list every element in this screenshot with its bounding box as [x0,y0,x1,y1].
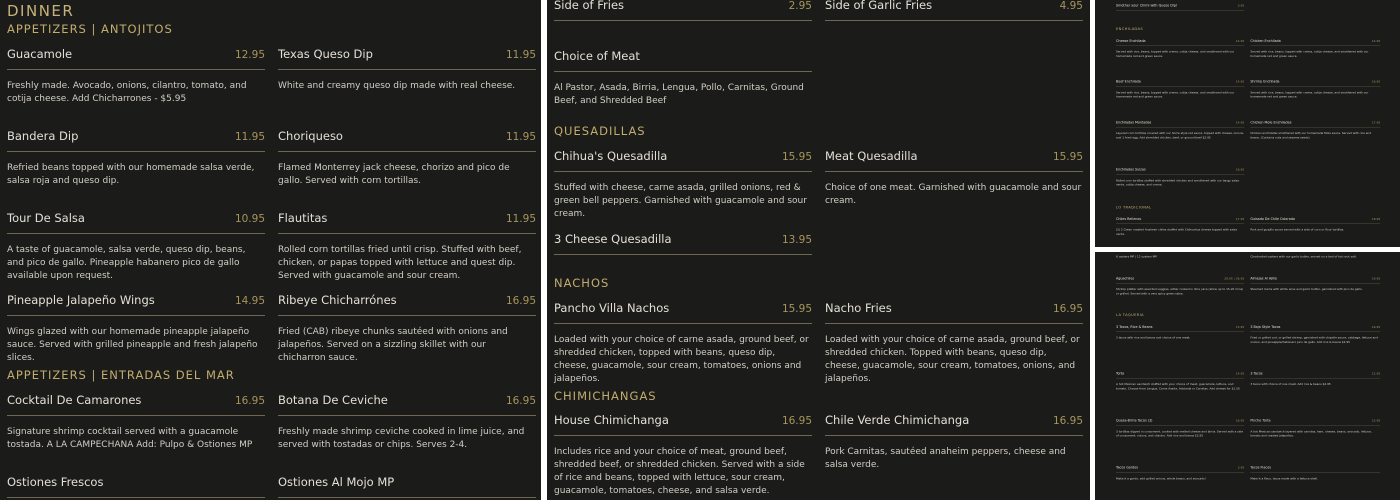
item-header [7,293,265,316]
item-header [1116,217,1244,224]
item-name: Chihua's Quesadilla [554,149,668,163]
item-header [825,0,1083,21]
item-description: A hot Mexican sandwich stuffed with your choice of meat, guacamole, lettuce, and tomato. Choose from Lengua, Carne Asada, Adobada or Carnitas. Add cheese for $1.50 [1115,382,1240,391]
item-price: 16.95 [505,395,536,407]
item-header [1250,325,1380,332]
menu-item-ostiones-frescos [7,475,265,498]
item-description: Loaded with your choice of carne asada, ground beef, or shredded chicken, topped with beans, queso dip, cheese, guacamole, sour cream, tomatoes, onions and jalapeños. [554,335,809,384]
item-header [1250,121,1380,128]
note-text: 6 oysters MP | 12 oysters MP [1115,255,1157,259]
item-header [1250,80,1380,87]
item-description: 3 tortillas dipped in consommé, cooked with melted cheese and birria. Served with a side of consommé, onions, and cilantro. Add rice and beans $2.95 [1115,429,1244,438]
item-description: Stuffed with cheese, carne asada, grilled onions, red & green bell peppers. Garnished with guacamole and sour cream. [554,183,807,219]
item-name: Quesa-Birria Tacos (3) [1115,418,1153,423]
menu-item-chiles-rellenos [1116,217,1244,236]
item-header [278,211,536,234]
section-heading: APPETIZERS | ANTOJITOS [7,22,173,36]
item-price: 4.95 [1059,0,1083,12]
item-name: Beef Enchilada [1115,79,1141,84]
item-name: Meat Quesadilla [825,149,918,163]
item-description: Fried (CAB) ribeye chunks sautéed with onions and jalapeños. Served on a sizzling skillet with our chicharron sauce. [278,327,508,363]
item-description: A taste of guacamole, salsa verde, queso dip, beans, and pico de gallo. Pineapple habanero pico de gallo available upon request. [7,245,246,281]
item-name: 3 Tacos, Rice & Beans [1115,325,1153,329]
item-description: 3 tacos with rice and beans and choice of one meat. [1115,336,1191,340]
item-price: 19.95 [1371,276,1381,281]
item-description: Choice of one meat. Garnished with guacamole and sour cream. [825,183,1082,206]
item-name: Guisado De Chile Colorado [1250,217,1295,221]
item-price: 17.95 [1235,217,1245,221]
item-price: 12.95 [234,49,265,61]
item-header [554,232,812,255]
menu-item-guacamole [7,47,265,106]
menu-item-3-tacos-rice-beans [1116,325,1244,340]
item-header [1116,277,1244,284]
item-name: House Chimichanga [554,413,669,427]
item-description: Steamed clams with white wine and garlic butter, garnished with pico de gallo. [1250,287,1363,291]
item-name: Almejas Al Ajillo [1250,276,1277,281]
menu-item-ribeye-chicharro-nes [278,293,536,365]
item-price: 14.95 [1235,39,1245,43]
item-description: Pork and guajillo sauce served with a side of corn or flour tortillas. [1250,228,1345,232]
item-header [554,149,812,172]
item-header [554,301,812,324]
menu-item-beef-enchilada [1116,80,1244,99]
menu-item-side-of-garlic-fries [825,0,1083,21]
menu-item-torta [1116,372,1244,391]
item-price: 11.95 [505,213,536,225]
item-description: Freshly made. Avocado, onions, cilantro, tomato, and cotija cheese. Add Chicharrones - $5.95 [7,81,247,104]
item-description: Fried or grilled cod, or grilled shrimp, garnished with chipotle sauce, cabbage, lettuce and onions, and pineapple/habanero pico de gallo. Add rice & beans $2.95 [1250,336,1378,344]
item-header [1250,39,1380,46]
item-name: Choriqueso [278,129,343,143]
item-price: 16.95 [1235,168,1245,172]
item-price: 14.95 [1371,39,1381,43]
item-header [1116,325,1244,332]
menu-item-chihua-s-quesadilla [554,149,812,221]
item-price: 16.95 [1371,325,1381,329]
section-heading: QUESADILLAS [554,124,646,138]
item-name: Pancho Villa Nachos [554,301,670,315]
menu-item-chile-verde-chimichanga [825,413,1083,472]
section-heading: NACHOS [554,276,610,290]
menu-item-enchiladas-montadas [1116,121,1244,140]
item-description: Signature shrimp cocktail served with a guacamole tostada. A LA CAMPECHANA Add: Pulpo & Ostiones MP [7,427,253,450]
menu-item-3-cheese-quesadilla [554,232,812,255]
item-price: 15.95 [1052,151,1083,163]
item-header [7,211,265,234]
item-description: Served with rice, beans, topped with crema, cotija cheese, and smothered with our homemade red and green sauce. [1250,90,1369,99]
item-name: Bandera Dip [7,129,79,143]
menu-item-meat-quesadilla [825,149,1083,208]
item-description: Loaded with your choice of carne asada, ground beef, or shredded chicken. Topped with beans, queso dip, cheese, guacamole, sour cream, tomatoes, onions, and jalapeños. [825,335,1080,384]
item-name: Ostiones Al Mojo MP [278,475,395,489]
item-description: Make it a flaco, tacos made with a lettuce shell. [1250,476,1318,481]
menu-item-smother-your-chimi-with-queso-dip [1116,4,1244,11]
item-description: Includes rice and your choice of meat, ground beef, shredded beef, or shredded chicken. Served with a side of rice and beans, topped with lettuce, sour cream, guacamole, tomatoes, cheese, and salsa verde. [554,447,805,496]
item-header [278,475,536,498]
item-name: Torta [1115,371,1125,376]
item-description: Served with rice, beans, topped with crema, cotija cheese, and smothered with our homemade red and green sauce. [1115,50,1235,58]
menu-item-quesa-birria-tacos-3 [1116,419,1244,438]
item-name: Nacho Fries [825,301,892,315]
menu-item-tacos-flacos [1250,466,1380,481]
menu-item-enchiladas-suizas [1116,168,1244,187]
item-price: 18.95 [1371,217,1381,221]
item-description: Rolled corn tortillas stuffed with shredded chicken and smothered with our tangy salsa verde, cotija cheese, and crema. [1115,178,1239,187]
dinner-appetizers-panel [0,0,541,500]
item-name: Chiles Rellenos [1115,217,1142,221]
enchiladas-panel [1095,0,1400,247]
item-description: 3 tacos with choice of one meat. Add rice & beans $2.95 [1250,382,1331,386]
menu-item-chicken-enchilada [1250,39,1380,58]
item-price: 3.95 [1237,466,1245,470]
item-header [7,47,265,70]
menu-item-guisado-de-chile-colorado [1250,217,1380,232]
menu-item-tour-de-salsa [7,211,265,283]
item-price: 17.95 [1371,120,1381,125]
item-description: A hot Mexican sandwich layered with carnitas, ham, cheese, beans, avocado, lettuce, tomato and roasted jalapeños. [1250,429,1372,438]
item-name: Chile Verde Chimichanga [825,413,970,427]
menu-item-pinche-torta [1250,419,1380,438]
item-header [825,301,1083,324]
item-name: Pineapple Jalapeño Wings [7,293,155,307]
item-name: Smother your Chimi with Queso Dip! [1115,3,1178,8]
item-price: 12.95 [1371,371,1381,376]
item-name: Chicken Mole Enchiladas [1250,120,1292,125]
item-price: 14.95 [234,295,265,307]
item-name: Tour De Salsa [7,211,85,225]
item-description: Make it a gordo, add grilled onions, whole beans, and avocado! [1115,476,1206,481]
item-header [825,413,1083,436]
menu-item-choriqueso [278,129,536,188]
item-price: 16.95 [234,395,265,407]
menu-item-flautitas [278,211,536,283]
item-header [825,149,1083,172]
item-header [1250,372,1380,379]
item-price: 29.95 | 36.95 [1224,276,1245,281]
item-price: 3.95 [1237,4,1245,8]
item-name: Cheese Enchilada [1115,39,1146,43]
menu-item-chicken-mole-enchiladas [1250,121,1380,140]
item-header [278,47,536,70]
menu-item-side-of-fries [554,0,812,21]
item-price: 14.95 [1235,120,1245,125]
section-heading: ENCHILADAS [1115,26,1144,31]
item-header [1116,372,1244,379]
item-name: Choice of Meat [554,49,640,63]
item-header [554,49,812,72]
item-name: Pinche Torta [1250,418,1271,423]
item-description: Wings glazed with our homemade pineapple jalapeño sauce. Served with grilled pineapple and fresh jalapeño slices. [7,327,258,363]
item-name: Ribeye Chicharrónes [278,293,397,307]
item-price: 11.95 [505,131,536,143]
item-header [1116,121,1244,128]
item-name: Aguachiles [1115,276,1135,281]
item-price: 16.95 [781,415,812,427]
menu-item-pineapple-jalapen-o-wings [7,293,265,365]
item-name: Side of Garlic Fries [825,0,933,12]
item-header [7,129,265,152]
menu-item-house-chimichanga [554,413,812,498]
menu-item-pancho-villa-nachos [554,301,812,386]
item-header [278,293,536,316]
item-name: Tacos Flacos [1250,465,1272,470]
menu-item-shrimp-enchilada [1250,80,1380,99]
item-price: 16.95 [1235,419,1245,423]
item-header [1116,80,1244,87]
item-description: Served with rice, beans, topped with crema, cotija cheese, and smothered with our homemade red and green sauce. [1250,50,1369,58]
item-name: Side of Fries [554,0,625,12]
item-price: 15.95 [1235,325,1245,329]
item-price: 15.95 [781,151,812,163]
menu-item-aguachiles [1116,277,1244,296]
item-name: Shrimp Enchilada [1250,79,1280,84]
section-heading: APPETIZERS | ENTRADAS DEL MAR [7,368,235,382]
item-name: Flautitas [278,211,328,225]
item-price: 16.95 [505,295,536,307]
item-header [554,413,812,436]
item-description: Layered corn tortillas covered with our home style red sauce, topped with cheese, onions, and 1 fried egg. Add shredded chicken, beef, or ground beef $2.95 [1115,131,1244,140]
item-description: Pork Carnitas, sautéed anaheim peppers, cheese and salsa verde. [825,447,1066,470]
item-price: 11.95 [234,131,265,143]
item-description: Shrimp platter with assorted veggies, either cooked in lime juice (allow up to 15-20 mins) or grilled. Served with a very spicy green salsa. [1115,287,1244,296]
item-name: Tacos Gordos [1115,465,1139,470]
menu-item-ostiones-al-mojo-mp [278,475,536,498]
item-name: Enchiladas Suizas [1115,167,1146,172]
item-description: Freshly made shrimp ceviche cooked in lime juice, and served with tostadas or chips. Serves 2-4. [278,427,525,450]
item-header [278,393,536,416]
menu-item-choice-of-meat [554,49,812,108]
section-heading: LO TRADICIONAL [1115,204,1152,210]
item-price: 16.95 [1052,415,1083,427]
item-name: Ostiones Frescos [7,475,104,489]
item-description: Flamed Monterrey jack cheese, chorizo and pico de gallo. Served with corn tortillas. [278,163,510,186]
item-price: 16.95 [1371,80,1381,84]
item-name: 3 Tacos [1250,371,1263,376]
item-price: 14.95 [1235,80,1245,84]
item-price: 10.95 [234,213,265,225]
menu-item-botana-de-ceviche [278,393,536,452]
note-text: Charbroiled oysters with our garlic butter, served on a bed of hot rock salt. [1250,255,1357,259]
item-header [1116,168,1244,175]
item-name: Chicken Enchilada [1250,39,1281,43]
item-name: Enchiladas Montadas [1115,120,1152,125]
item-header [1116,466,1244,473]
item-description: Chicken enchiladas smothered with our homemade Mole sauce. Served with rice and beans. (Contains nuts and sesame seeds) [1250,131,1372,140]
section-heading: LA TAQUERIA [1115,312,1144,317]
menu-item-3-tacos [1250,372,1380,387]
item-header [278,129,536,152]
item-price: 14.95 [1235,371,1245,376]
item-header [1250,466,1380,473]
item-header [1250,217,1380,224]
menu-item-3-baja-style-tacos [1250,325,1380,344]
item-name: Cocktail De Camarones [7,393,142,407]
item-header [1116,419,1244,426]
item-header [7,393,265,416]
item-name: Botana De Ceviche [278,393,388,407]
item-description: White and creamy queso dip made with real cheese. [278,81,516,91]
item-description: Served with rice, beans, topped with crema, cotija cheese, and smothered with our homemade red and green sauce. [1115,90,1235,99]
item-header [1116,39,1244,46]
item-price: 16.95 [1052,303,1083,315]
item-price: 13.95 [781,234,812,246]
item-description: Rolled corn tortillas fried until crisp. Stuffed with beef, chicken, or papas topped with lettuce and quest dip. Served with guacamole and sour cream. [278,245,522,281]
item-description: Refried beans topped with our homemade salsa verde, salsa roja and queso dip. [7,163,255,186]
menu-item-bandera-dip [7,129,265,188]
item-name: Guacamole [7,47,73,61]
menu-item-texas-queso-dip [278,47,536,93]
item-header [554,0,812,21]
sides-quesadillas-nachos-panel [547,0,1090,500]
item-header [1250,419,1380,426]
item-header [1116,4,1244,11]
item-price: 15.95 [781,303,812,315]
section-heading: CHIMICHANGAS [554,389,657,403]
menu-item-tacos-gordos [1116,466,1244,481]
item-description: Al Pastor, Asada, Birria, Lengua, Pollo, Carnitas, Ground Beef, and Shredded Beef [554,83,804,106]
taqueria-panel [1095,252,1400,500]
menu-item-nacho-fries [825,301,1083,386]
menu-title: DINNER [7,2,75,20]
item-name: Texas Queso Dip [278,47,373,61]
item-price: 15.95 [1371,419,1381,423]
item-name: 3 Baja Style Tacos [1250,325,1281,329]
menu-item-cheese-enchilada [1116,39,1244,58]
menu-item-cocktail-de-camarones [7,393,265,452]
item-price: 2.95 [788,0,812,12]
item-header [1250,277,1380,284]
item-name: 3 Cheese Quesadilla [554,232,672,246]
menu-item-almejas-al-ajillo [1250,277,1380,292]
item-price: 11.95 [505,49,536,61]
item-header [7,475,265,498]
item-description: (2) 2 Green roasted Anaheim chiles stuffed with Chihuahua cheese topped with salsa verde. [1115,228,1237,236]
